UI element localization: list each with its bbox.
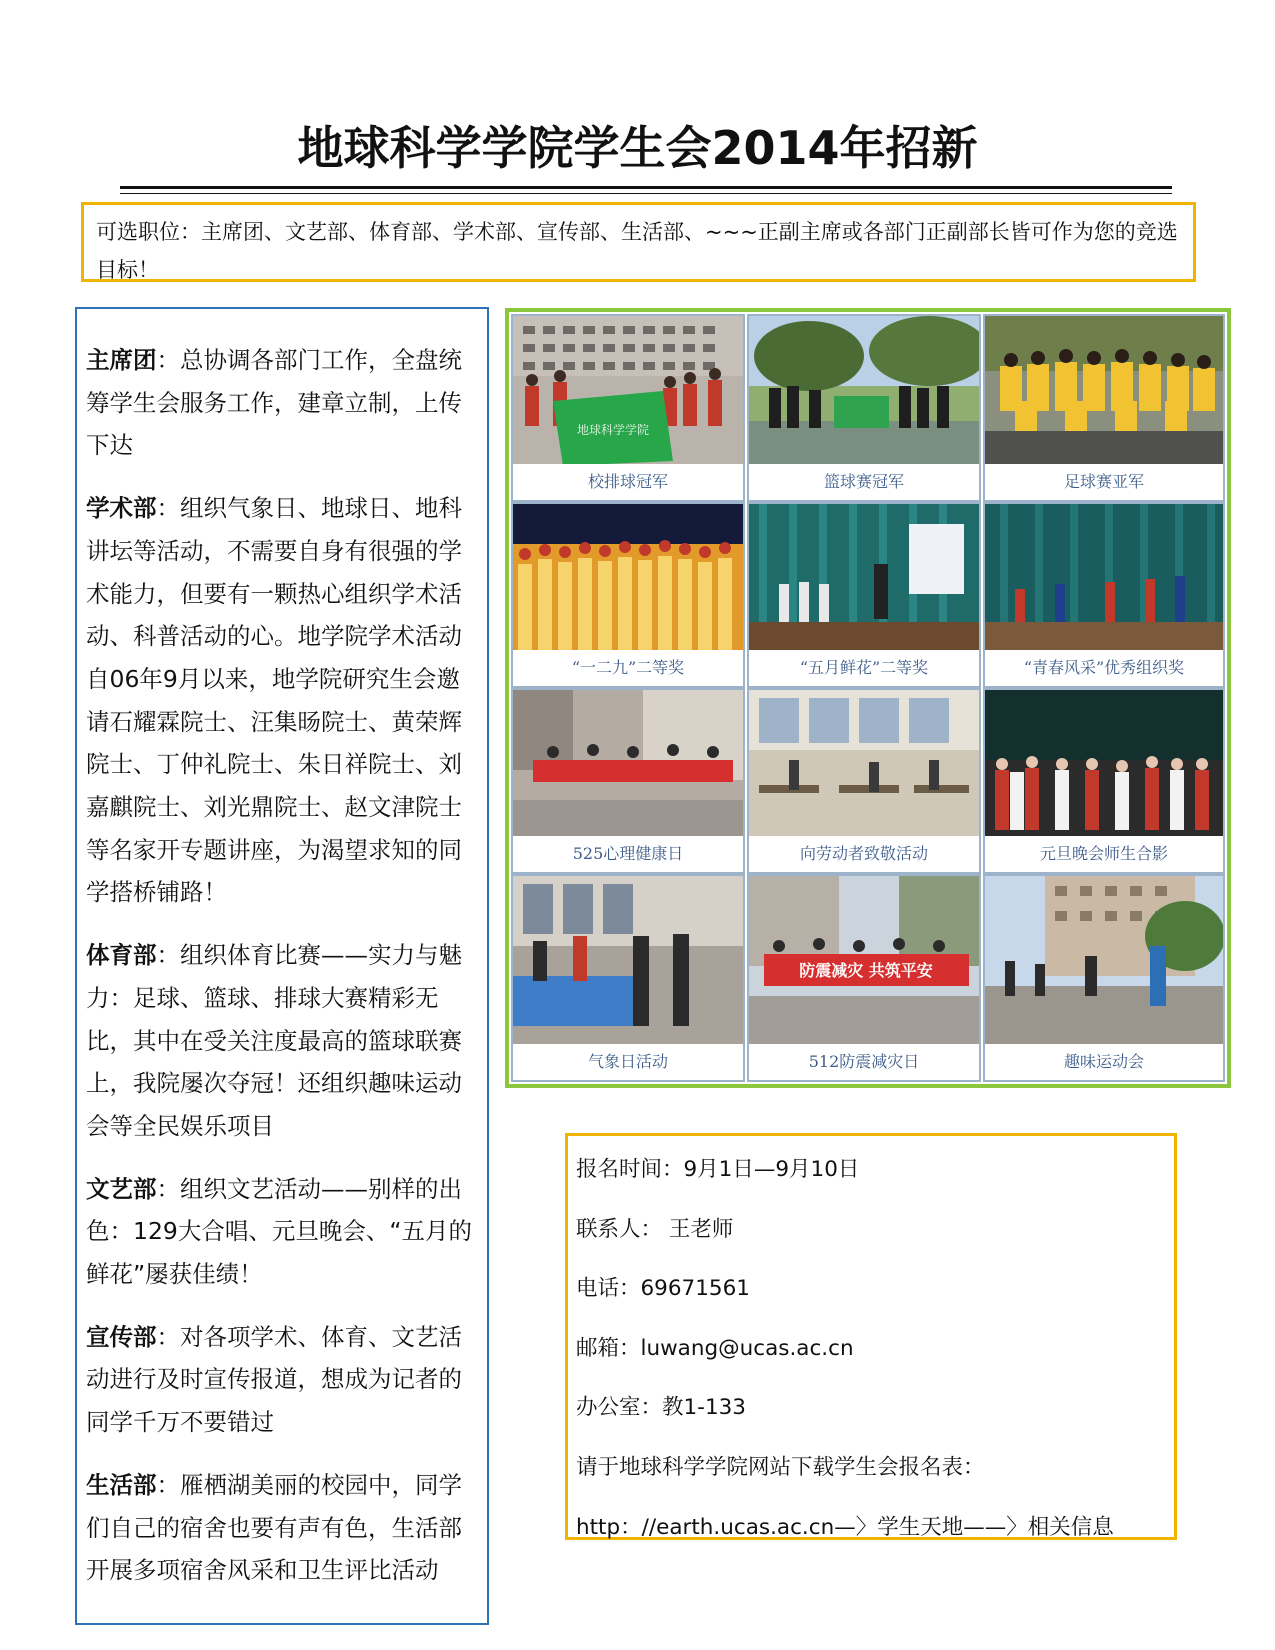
photo-football [983, 314, 1225, 502]
dept-publicity [86, 1316, 479, 1444]
photo-volleyball-image [513, 316, 743, 464]
photo-caption: “一二九”二等奖 [513, 650, 743, 686]
positions-box: 可选职位：主席团、文艺部、体育部、学术部、宣传部、生活部、~~~正副主席或各部门正副部长皆可作为您的竞选目标！ [81, 202, 1196, 282]
photo-caption: 趣味运动会 [985, 1044, 1223, 1080]
dept-desc: ：总协调各部门工作，全盘统筹学生会服务工作，建章立制，上传下达 [86, 346, 462, 460]
photo-caption: 气象日活动 [513, 1044, 743, 1080]
photo-choir-image [513, 504, 743, 650]
dept-presidium [86, 339, 479, 467]
photo-football-image [985, 316, 1223, 464]
contact-person: 联系人： 王老师 [576, 1216, 734, 1242]
contact-box [565, 1133, 1177, 1540]
signup-time: 报名时间：9月1日—9月10日 [576, 1157, 860, 1182]
photo-caption: “青春风采”优秀组织奖 [985, 650, 1223, 686]
photo-new-year-image [985, 690, 1223, 836]
dept-sports [86, 934, 479, 1148]
page-title: 地球科学学院学生会2014年招新 [297, 121, 978, 175]
dept-name: 文艺部 [86, 1174, 157, 1203]
photo-mental-health-image [513, 690, 743, 836]
dept-desc: ：组织气象日、地球日、地科讲坛等活动，不需要自身有很强的学术能力，但要有一颗热心组织学术活动、科普活动的心。地学院学术活动自06年9月以来，地学院研究生会邀请石耀霖院士、汪集旸院士、黄荣辉院士、丁仲礼院士、朱日祥院士、刘嘉麒院士、刘光鼎院士、赵文津院士等名家开专题讲座，为渴望求知的同学搭桥铺路！ [86, 494, 462, 907]
dept-life [86, 1464, 479, 1592]
photo-may-flowers [747, 502, 981, 688]
photo-banner-text: 地球科学学院 [576, 423, 650, 437]
title-rule-thin [120, 193, 1172, 194]
photo-new-year [983, 688, 1225, 874]
photo-image [985, 504, 1223, 650]
photo-basketball [747, 314, 981, 502]
photo-image [985, 316, 1223, 464]
photo-caption: 元旦晚会师生合影 [985, 836, 1223, 872]
dept-name: 体育部 [86, 941, 157, 970]
photo-image [985, 690, 1223, 836]
dept-name: 生活部 [86, 1470, 157, 1499]
photo-volleyball [511, 314, 745, 502]
photo-choir [511, 502, 745, 688]
photo-caption: “五月鲜花”二等奖 [749, 650, 979, 686]
photo-caption: 篮球赛冠军 [749, 464, 979, 500]
photo-image [749, 504, 979, 650]
photo-grid [505, 308, 1231, 1088]
photo-image [513, 690, 743, 836]
photo-caption: 校排球冠军 [513, 464, 743, 500]
photo-youth [983, 502, 1225, 688]
dept-name: 主席团 [86, 346, 157, 374]
photo-meteorology-image [513, 876, 743, 1044]
dept-desc: ：对各项学术、体育、文艺活动进行及时宣传报道，想成为记者的同学千万不要错过 [86, 1322, 462, 1437]
contact-email: 邮箱：luwang@ucas.ac.cn [576, 1335, 854, 1361]
photo-caption: 向劳动者致敬活动 [749, 836, 979, 872]
photo-image [513, 504, 743, 650]
photo-fun-games [983, 874, 1225, 1082]
photo-labor [747, 688, 981, 874]
download-note: 请于地球科学学院网站下载学生会报名表： [576, 1454, 985, 1480]
title-rule [120, 186, 1172, 189]
photo-caption: 512防震减灾日 [749, 1044, 979, 1080]
photo-banner-text: 防震减灾 共筑平安 [799, 961, 933, 980]
dept-arts [86, 1168, 479, 1296]
contact-office: 办公室：教1-133 [576, 1395, 746, 1421]
dept-academic [86, 487, 479, 914]
photo-image [749, 690, 979, 836]
photo-earthquake-image [749, 876, 979, 1044]
photo-image [749, 876, 979, 1044]
dept-desc: ：雁栖湖美丽的校园中，同学们自己的宿舍也要有声有色，生活部开展多项宿舍风采和卫生评比活动 [86, 1470, 462, 1585]
photo-meteorology [511, 874, 745, 1082]
photo-image [985, 876, 1223, 1044]
photo-caption: 足球赛亚军 [985, 464, 1223, 500]
dept-name: 宣传部 [86, 1322, 157, 1351]
photo-image [513, 876, 743, 1044]
photo-image [513, 316, 743, 464]
photo-fun-games-image [985, 876, 1223, 1044]
photo-caption: 525心理健康日 [513, 836, 743, 872]
dept-desc: ：组织体育比赛——实力与魅力：足球、篮球、排球大赛精彩无比，其中在受关注度最高的篮球联赛上，我院屡次夺冠！还组织趣味运动会等全民娱乐项目 [86, 941, 462, 1140]
website-link[interactable]: http：//earth.ucas.ac.cn—〉学生天地——〉相关信息 [576, 1514, 1114, 1540]
dept-name: 学术部 [86, 494, 157, 523]
photo-labor-image [749, 690, 979, 836]
photo-mental-health [511, 688, 745, 874]
photo-image [749, 316, 979, 464]
contact-phone: 电话：69671561 [576, 1276, 750, 1302]
photo-earthquake [747, 874, 981, 1082]
photo-may-flowers-image [749, 504, 979, 650]
photo-basketball-image [749, 316, 979, 464]
dept-desc: ：组织文艺活动——别样的出色：129大合唱、元旦晚会、“五月的鲜花”屡获佳绩！ [86, 1174, 473, 1289]
departments-box [75, 307, 489, 1625]
photo-youth-image [985, 504, 1223, 650]
